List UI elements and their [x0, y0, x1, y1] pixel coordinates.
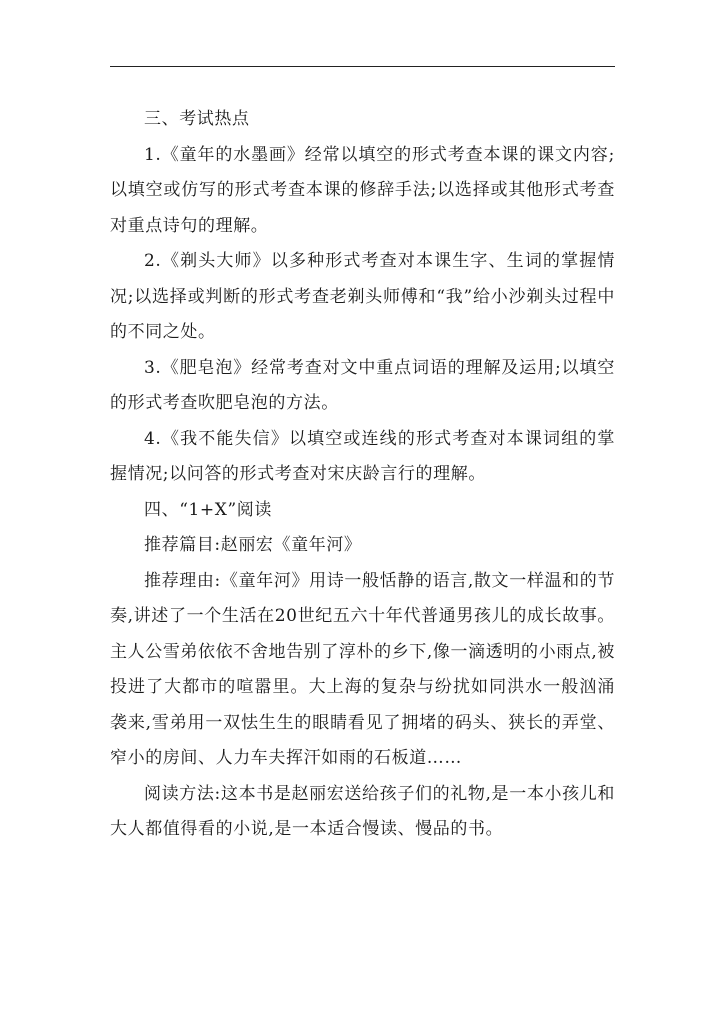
paragraph-item-4: 4.《我不能失信》以填空或连线的形式考查对本课词组的掌握情况;以问答的形式考查对宋庆龄言行的理解。 [110, 428, 615, 484]
recommended-title: 推荐篇目:赵丽宏《童年河》 [144, 535, 362, 555]
document-body [110, 102, 615, 848]
section-heading-exam-hotspots: 三、考试热点 [144, 109, 250, 129]
paragraph-item-3: 3.《肥皂泡》经常考查对文中重点词语的理解及运用;以填空的形式考查吹肥皂泡的方法。 [110, 357, 615, 413]
section-heading-reading: 四、“1+X”阅读 [144, 499, 272, 520]
header-rule [110, 66, 615, 67]
paragraph-item-1: 1.《童年的水墨画》经常以填空的形式考查本课的课文内容;以填空或仿写的形式考查本课的修辞手法;以选择或其他形式考查对重点诗句的理解。 [110, 144, 615, 236]
paragraph-item-2: 2.《剃头大师》以多种形式考查对本课生字、生词的掌握情况;以选择或判断的形式考查老剃头师傅和“我”给小沙剃头过程中的不同之处。 [110, 251, 615, 342]
reading-method: 阅读方法:这本书是赵丽宏送给孩子们的礼物,是一本小孩儿和大人都值得看的小说,是一本适合慢读、慢品的书。 [110, 783, 615, 839]
recommendation-reason: 推荐理由:《童年河》用诗一般恬静的语言,散文一样温和的节奏,讲述了一个生活在20世纪五六十年代普通男孩儿的成长故事。主人公雪弟依依不舍地告别了淳朴的乡下,像一滴透明的小雨点,被投进了大都市的喧嚣里。大上海的复杂与纷扰如同洪水一般汹涌袭来,雪弟用一双怯生生的眼睛看见了拥堵的码头、狭长的弄堂、窄小的房间、人力车夫挥汗如雨的石板道…… [110, 570, 615, 768]
